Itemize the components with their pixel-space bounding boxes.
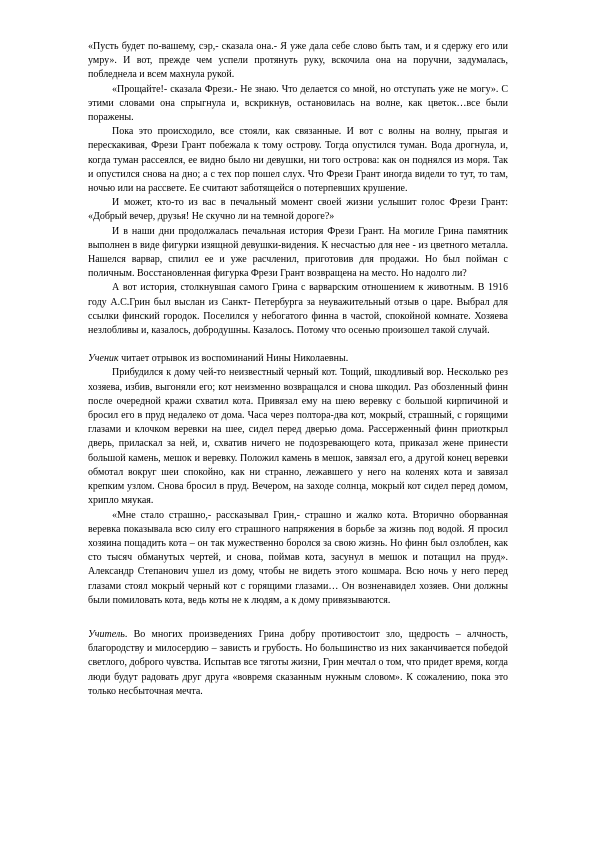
paragraph-9 — [88, 509, 508, 608]
paragraph-2 — [88, 83, 508, 126]
paragraph-5-text: И в наши дни продолжалась печальная история Фрези Грант. На могиле Грина памятник выполнен в виде фигурки изящной девушки-видения. К несчастью для нее - из цветного металла. Нашелся варвар, спилил ее и уже расчленил, приготовив для продажи. Но был пойман с поличным. Восстановленная фигурка Фрези Грант возвращена на место. Но надолго ли? — [88, 225, 508, 280]
paragraph-3 — [88, 125, 508, 196]
paragraph-6 — [88, 281, 508, 338]
paragraph-8-text: Прибудился к дому чей-то неизвестный черный кот. Тощий, шкодливый вор. Несколько рез хозяева, избив, выгоняли его; кот неизменно возвращался и снова шкодил. Раз обозленный финн после очередной кражи схватил кота. Привязал ему на шею веревку с большой кирпичиной и бросил его в пруд недалеко от дома. Часа через полтора-два кот, мокрый, страшный, с горящими глазами и клочком веревки на шее, сидел перед дверью дома. Рассерженный финн приоткрыл дверь, приласкал за ней, и, схватив ничего не подозревающего кота, приказал жене принести большой камень, мешок и веревку. Положил камень в мешок, завязал его, а другой конец веревки обмотал вокруг шеи спокойно, как ни странно, лежавшего у него на коленях кота и завязал крепким узлом. Снова бросил в пруд. Вечером, на заходе солнца, мокрый кот сидел перед домом, хрипло мяукая. — [88, 367, 508, 507]
paragraph-8 — [88, 366, 508, 508]
student-role-label: Ученик — [88, 353, 119, 365]
paragraph-4-text: И может, кто-то из вас в печальный момент своей жизни услышит голос Фрези Грант: «Добрый вечер, друзья! Не скучно ли на темной дороге?» — [88, 197, 508, 223]
paragraph-6-text: А вот история, столкнувшая самого Грина с варварским отношением к животным. В 1916 году А.С.Грин был выслан из Санкт- Петербурга за неуважительный отзыв о царе. Выбрал для ссылки финский городок. Поселился у небогатого финна в частой, спокойной комнате. Хозяева незлобливы и, казалось, добродушны. Казалось. Потому что осенью произошел такой случай. — [88, 282, 508, 337]
teacher-paragraph — [88, 628, 508, 699]
teacher-paragraph-text: . Во многих произведениях Грина добру противостоит зло, щедрость – алчность, благородству и милосердию – зависть и грубость. Но большинство из них заканчивается победой светлого, доброго чувства. Испытав все тяготы жизни, Грин мечтал о том, что придет время, когда люди будут радовать друг друга «вовремя сказанным нужным словом». К сожалению, пока это только несбыточная мечта. — [88, 628, 508, 697]
paragraph-5 — [88, 225, 508, 282]
paragraph-3-text: Пока это происходило, все стояли, как связанные. И вот с волны на волну, прыгая и перескакивая, Фрези Грант побежала к тому острову. Тогда опустился туман. Вода дрогнула, и, когда туман рассеялся, ее видно было ни девушки, ни того острова: как он поднялся из моря. Так и опустился снова на дно; а с тех пор пошел слух. Что Фрези Грант иногда видели то тут, то там, ночью или на рассвете. Ее считают заботящейся о потерпевших крушение. — [88, 126, 508, 195]
student-paragraph-text: читает отрывок из воспоминаний Нины Николаевны. — [118, 353, 349, 365]
teacher-role-label: Учитель — [88, 628, 125, 640]
paragraph-1 — [88, 40, 508, 83]
paragraph-1-text: «Пусть будет по-вашему, сэр,- сказала она.- Я уже дала себе слово быть там, и я сдержу его или умру». И вот, прежде чем успели протянуть руку, вскочила она на поручни, задумалась, побледнела и всем махнула рукой. — [88, 41, 508, 81]
paragraph-4 — [88, 196, 508, 224]
student-paragraph — [88, 352, 508, 366]
paragraph-9-text: «Мне стало страшно,- рассказывал Грин,- страшно и жалко кота. Вторично оборванная веревка показывала всю силу его страшного напряжения в борьбе за жизнь под водой. Я просил хозяина пощадить кота – он так мужественно боролся за свою жизнь. Но финн был озлоблен, как сто тысяч обманутых чертей, и снова, поймав кота, засунул в мешок и потащил на пруд». Александр Степанович ушел из дому, чтобы не видеть этого кошмара. Всю ночь у него перед глазами стоял мокрый черный кот с горящими глазами… Он возненавидел хозяев. Они должны были помиловать кота, ведь коты не к людям, а к дому привязываются. — [88, 509, 508, 606]
document-page — [88, 40, 508, 699]
paragraph-2-text: «Прощайте!- сказала Фрези.- Не знаю. Что делается со мной, но отступать уже не могу». С этими словами она спрыгнула и, вскрикнув, остановилась на волне, как цветок…все были поражены. — [88, 83, 508, 124]
